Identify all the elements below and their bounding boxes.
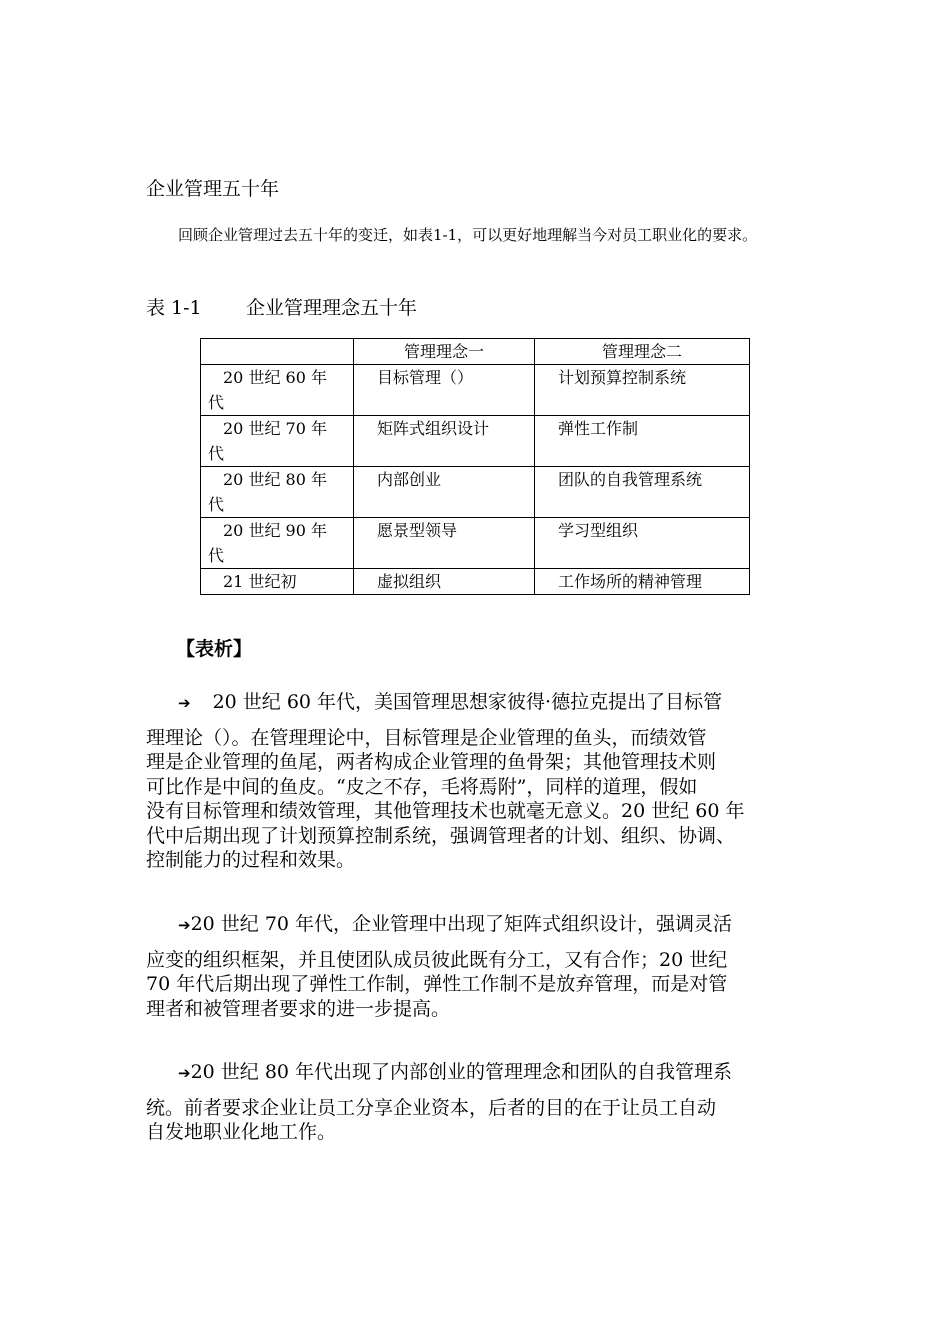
idea2-text: 工作场所的精神管理 [558,572,703,591]
paragraph-line: 应变的组织框架，并且使团队成员彼此既有分工，又有合作；20 世纪 [146,948,728,971]
idea1-cell [354,365,535,416]
idea2-text: 团队的自我管理系统 [558,470,703,489]
management-table [200,338,750,595]
table-row [201,416,750,467]
era-line1: 21 世纪初 [223,572,297,591]
idea1-cell [354,467,535,518]
table-number: 表 1-1 [146,297,202,319]
paragraph-line: 代中后期出现了计划预算控制系统，强调管理者的计划、组织、协调、 [146,824,736,847]
first-line-text: 20 世纪 80 年代出现了内部创业的管理理念和团队的自我管理系 [190,1061,733,1083]
idea2-cell [535,416,750,467]
idea2-cell [535,365,750,416]
era-line2: 代 [208,546,225,565]
era-line2: 代 [208,495,225,514]
paragraph-first-line [146,912,806,938]
table-caption-text: 企业管理理念五十年 [246,297,418,319]
era-cell [201,467,354,518]
paragraph-line: 理者和被管理者要求的进一步提高。 [146,997,451,1020]
paragraph-line: 70 年代后期出现了弹性工作制，弹性工作制不是放弃管理，而是对管 [146,973,728,995]
paragraph-line: 理是企业管理的鱼尾，两者构成企业管理的鱼骨架；其他管理技术则 [146,751,717,773]
analysis-paragraph-70s [146,912,806,1021]
paragraph-line: 控制能力的过程和效果。 [146,849,356,871]
era-cell [201,569,354,595]
idea1-text: 内部创业 [377,470,442,489]
era-line2: 代 [208,444,225,463]
idea2-cell [535,569,750,595]
idea2-text: 计划预算控制系统 [558,368,687,387]
idea2-text: 弹性工作制 [558,419,639,438]
idea2-cell [535,518,750,569]
era-line2: 代 [208,393,225,412]
idea1-cell [354,518,535,569]
idea1-text: 虚拟组织 [377,572,442,591]
era-line1: 20 世纪 80 年 [223,470,327,489]
table-row [201,569,750,595]
idea1-cell [354,569,535,595]
analysis-heading: 【表析】 [176,638,253,660]
paragraph-line: 自发地职业化地工作。 [146,1121,337,1143]
paragraph-line: 没有目标管理和绩效管理，其他管理技术也就毫无意义。20 世纪 60 年 [146,800,745,822]
analysis-paragraph-60s [146,690,806,873]
header-cell-empty [201,339,354,365]
idea1-text: 愿景型领导 [377,521,458,540]
era-line1: 20 世纪 60 年 [223,368,327,387]
table-row [201,365,750,416]
paragraph-line: 理理论（）。在管理理论中，目标管理是企业管理的鱼头，而绩效管 [146,726,707,749]
idea1-text: 目标管理（） [377,368,474,387]
header-cell-idea2: 管理理念二 [535,339,750,365]
arrow-icon: ➔ [178,1064,191,1082]
table-caption [146,293,417,320]
header-cell-idea1: 管理理念一 [354,339,535,365]
paragraph-first-line [146,690,806,716]
page-title: 企业管理五十年 [146,178,280,200]
first-line-text: 20 世纪 70 年代，企业管理中出现了矩阵式组织设计，强调灵活 [190,913,733,935]
arrow-icon: ➔ [178,694,191,712]
arrow-icon: ➔ [178,916,191,934]
first-line-text: 20 世纪 60 年代，美国管理思想家彼得·德拉克提出了目标管 [212,691,723,713]
analysis-paragraph-80s [146,1060,806,1145]
paragraph-line: 统。前者要求企业让员工分享企业资本，后者的目的在于让员工自动 [146,1096,717,1119]
paragraph-line: 可比作是中间的鱼皮。“皮之不存，毛将焉附”，同样的道理，假如 [146,775,698,798]
era-line1: 20 世纪 70 年 [223,419,327,438]
intro-paragraph: 回顾企业管理过去五十年的变迁，如表1-1，可以更好地理解当今对员工职业化的要求。 [178,226,758,244]
table-row [201,467,750,518]
idea1-text: 矩阵式组织设计 [377,419,490,438]
idea2-text: 学习型组织 [558,521,639,540]
era-line1: 20 世纪 90 年 [223,521,327,540]
era-cell [201,518,354,569]
table-header-row [201,339,750,365]
idea1-cell [354,416,535,467]
era-cell [201,416,354,467]
table-row [201,518,750,569]
paragraph-first-line [146,1060,806,1086]
idea2-cell [535,467,750,518]
era-cell [201,365,354,416]
